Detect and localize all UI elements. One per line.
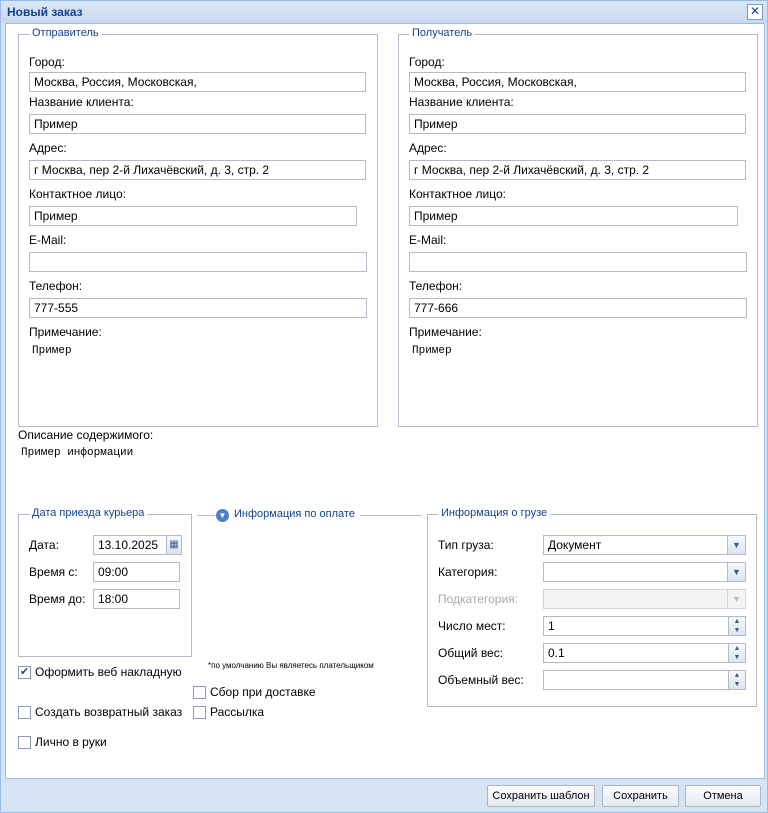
chevron-down-icon[interactable]: ▼ xyxy=(727,536,745,554)
receiver-email-label: E-Mail: xyxy=(409,233,447,247)
receiver-client-field[interactable]: Пример xyxy=(409,114,746,134)
cargo-type-select[interactable] xyxy=(543,535,746,555)
cargo-category-select[interactable] xyxy=(543,562,746,582)
contents-value: Пример информации xyxy=(21,447,134,459)
spinner-icon[interactable]: ▲ ▼ xyxy=(728,671,745,689)
sender-email-field[interactable] xyxy=(29,252,367,272)
cargo-volume-field[interactable] xyxy=(543,670,746,690)
spinner-icon[interactable]: ▲ ▼ xyxy=(728,617,745,635)
receiver-address-label: Адрес: xyxy=(409,141,447,155)
courier-date-field[interactable] xyxy=(93,535,182,555)
window-footer xyxy=(1,779,767,812)
chevron-down-icon: ▼ xyxy=(727,590,745,608)
cancel-button[interactable]: Отмена xyxy=(685,785,761,807)
cargo-places-value: 1 xyxy=(548,619,555,633)
save-template-button[interactable]: Сохранить шаблон xyxy=(487,785,595,807)
sender-client-label: Название клиента: xyxy=(29,95,134,109)
cargo-places-field[interactable] xyxy=(543,616,746,636)
sender-address-field[interactable]: г Москва, пер 2-й Лихачёвский, д. 3, стр. 2 xyxy=(29,160,366,180)
close-icon[interactable]: ✕ xyxy=(747,4,763,20)
cargo-legend: Информация о грузе xyxy=(438,507,550,519)
cod-label[interactable]: Сбор при доставке xyxy=(210,685,316,699)
sender-contact-field[interactable]: Пример xyxy=(29,206,357,226)
chevron-down-icon[interactable]: ▼ xyxy=(216,509,229,522)
sender-city-label: Город: xyxy=(29,55,65,69)
payment-legend[interactable]: Информация по оплате xyxy=(234,508,355,520)
receiver-fieldset xyxy=(398,27,758,427)
payment-divider-left xyxy=(197,515,215,516)
sender-fieldset xyxy=(18,27,378,427)
return-order-label[interactable]: Создать возвратный заказ xyxy=(35,705,183,719)
cod-checkbox[interactable] xyxy=(193,686,206,699)
courier-from-label: Время с: xyxy=(29,565,78,579)
courier-date-value: 13.10.2025 xyxy=(98,538,159,552)
sender-phone-label: Телефон: xyxy=(29,279,83,293)
save-button[interactable]: Сохранить xyxy=(602,785,679,807)
calendar-icon[interactable]: ▦ xyxy=(166,536,181,554)
personal-label[interactable]: Лично в руки xyxy=(35,735,107,749)
receiver-contact-label: Контактное лицо: xyxy=(409,187,506,201)
cargo-category-label: Категория: xyxy=(438,565,498,579)
cargo-fieldset xyxy=(427,507,757,707)
courier-fieldset xyxy=(18,507,192,657)
cargo-type-label: Тип груза: xyxy=(438,538,494,552)
receiver-city-label: Город: xyxy=(409,55,445,69)
window-title: Новый заказ xyxy=(7,5,83,19)
cargo-weight-value: 0.1 xyxy=(548,646,565,660)
courier-legend: Дата приезда курьера xyxy=(29,507,147,519)
sender-email-label: E-Mail: xyxy=(29,233,67,247)
receiver-address-field[interactable]: г Москва, пер 2-й Лихачёвский, д. 3, стр. 2 xyxy=(409,160,746,180)
courier-from-field[interactable]: 09:00 xyxy=(93,562,180,582)
receiver-legend: Получатель xyxy=(409,27,475,39)
receiver-city-field[interactable]: Москва, Россия, Московская, xyxy=(409,72,746,92)
receiver-phone-label: Телефон: xyxy=(409,279,463,293)
sender-legend: Отправитель xyxy=(29,27,102,39)
sender-note-label: Примечание: xyxy=(29,325,102,339)
cargo-places-label: Число мест: xyxy=(438,619,506,633)
spinner-icon[interactable]: ▲ ▼ xyxy=(728,644,745,662)
web-waybill-checkbox[interactable]: ✔ xyxy=(19,666,30,678)
payment-note: *по умолчанию Вы являетесь плательщиком xyxy=(208,661,374,670)
cargo-subcategory-select xyxy=(543,589,746,609)
cargo-type-value: Документ xyxy=(548,538,602,552)
contents-label: Описание содержимого: xyxy=(18,428,154,442)
courier-to-field[interactable]: 18:00 xyxy=(93,589,180,609)
receiver-client-label: Название клиента: xyxy=(409,95,514,109)
sender-client-field[interactable]: Пример xyxy=(29,114,366,134)
sender-city-field[interactable]: Москва, Россия, Московская, xyxy=(29,72,366,92)
sender-note-value: Пример xyxy=(32,345,72,357)
cargo-weight-label: Общий вес: xyxy=(438,646,504,660)
receiver-contact-field[interactable]: Пример xyxy=(409,206,738,226)
sender-phone-field[interactable]: 777-555 xyxy=(29,298,367,318)
mailing-checkbox[interactable] xyxy=(193,706,206,719)
receiver-note-label: Примечание: xyxy=(409,325,482,339)
chevron-down-icon[interactable]: ▼ xyxy=(727,563,745,581)
receiver-phone-field[interactable]: 777-666 xyxy=(409,298,747,318)
cargo-weight-field[interactable] xyxy=(543,643,746,663)
window-body xyxy=(5,23,765,779)
courier-to-label: Время до: xyxy=(29,592,86,606)
web-waybill-label[interactable]: Оформить веб накладную xyxy=(35,665,182,679)
window-titlebar[interactable] xyxy=(1,1,767,23)
return-order-checkbox[interactable] xyxy=(18,706,31,719)
personal-checkbox[interactable] xyxy=(18,736,31,749)
mailing-label[interactable]: Рассылка xyxy=(210,705,265,719)
receiver-note-value: Пример xyxy=(412,345,452,357)
sender-address-label: Адрес: xyxy=(29,141,67,155)
cargo-subcategory-label: Подкатегория: xyxy=(438,592,518,606)
receiver-email-field[interactable] xyxy=(409,252,747,272)
payment-divider-right xyxy=(360,515,422,516)
cargo-volume-label: Объемный вес: xyxy=(438,673,524,687)
courier-date-label: Дата: xyxy=(29,538,59,552)
sender-contact-label: Контактное лицо: xyxy=(29,187,126,201)
